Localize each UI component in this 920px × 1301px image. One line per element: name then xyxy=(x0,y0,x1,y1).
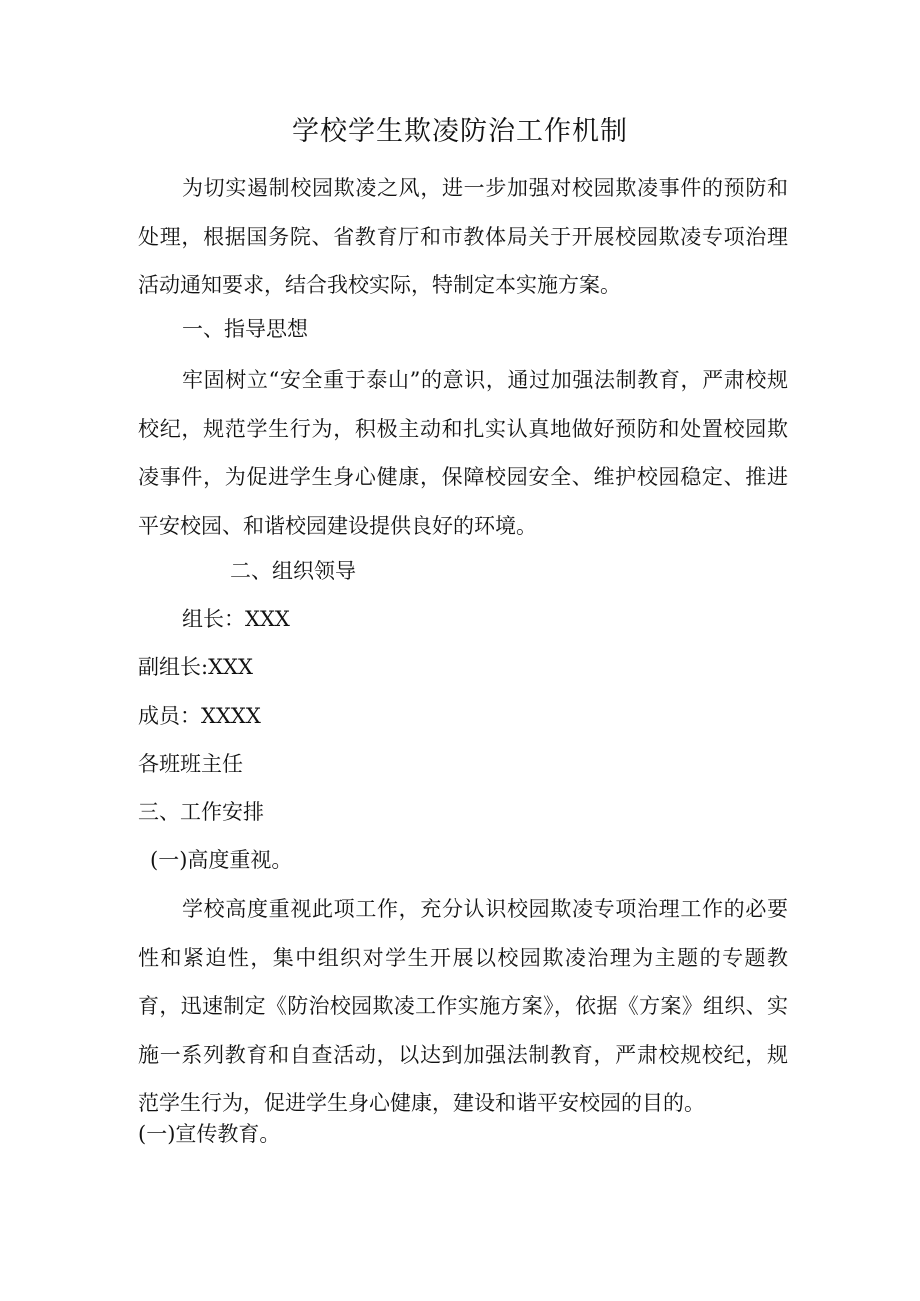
section1-heading: 一、指导思想 xyxy=(182,317,308,341)
document-title: 学校学生欺凌防治工作机制 xyxy=(292,116,628,147)
leader-line: 组长：XXX xyxy=(182,607,290,631)
section3-heading: 三、工作安排 xyxy=(138,800,264,824)
section2-heading: 二、组织领导 xyxy=(230,559,356,583)
intro-paragraph: 为切实遏制校园欺凌之风，进一步加强对校园欺凌事件的预防和处理，根据国务院、省教育厅和市教体局关于开展校园欺凌专项治理活动通知要求，结合我校实际，特制定本实施方案。 xyxy=(138,176,788,298)
members-line: 成员：XXXX xyxy=(138,704,261,728)
class-teachers-line: 各班班主任 xyxy=(138,752,243,776)
subsection2-heading: (一)宣传教育。 xyxy=(138,1122,281,1146)
subsection1-body: 学校高度重视此项工作，充分认识校园欺凌专项治理工作的必要性和紧迫性，集中组织对学生开展以校园欺凌治理为主题的专题教育，迅速制定《防治校园欺凌工作实施方案》，依据《方案》组织、实施一系列教育和自查活动，以达到加强法制教育，严肃校规校纪，规范学生行为，促进学生身心健康，建设和谐平安校园的目的。 xyxy=(138,897,788,1116)
section1-body: 牢固树立“安全重于泰山”的意识，通过加强法制教育，严肃校规校纪，规范学生行为，积极主动和扎实认真地做好预防和处置校园欺凌事件，为促进学生身心健康，保障校园安全、维护校园稳定、推进平安校园、和谐校园建设提供良好的环境。 xyxy=(138,368,788,538)
deputy-leader-line: 副组长:XXX xyxy=(138,655,253,679)
subsection1-heading: (一)高度重视。 xyxy=(150,848,293,872)
